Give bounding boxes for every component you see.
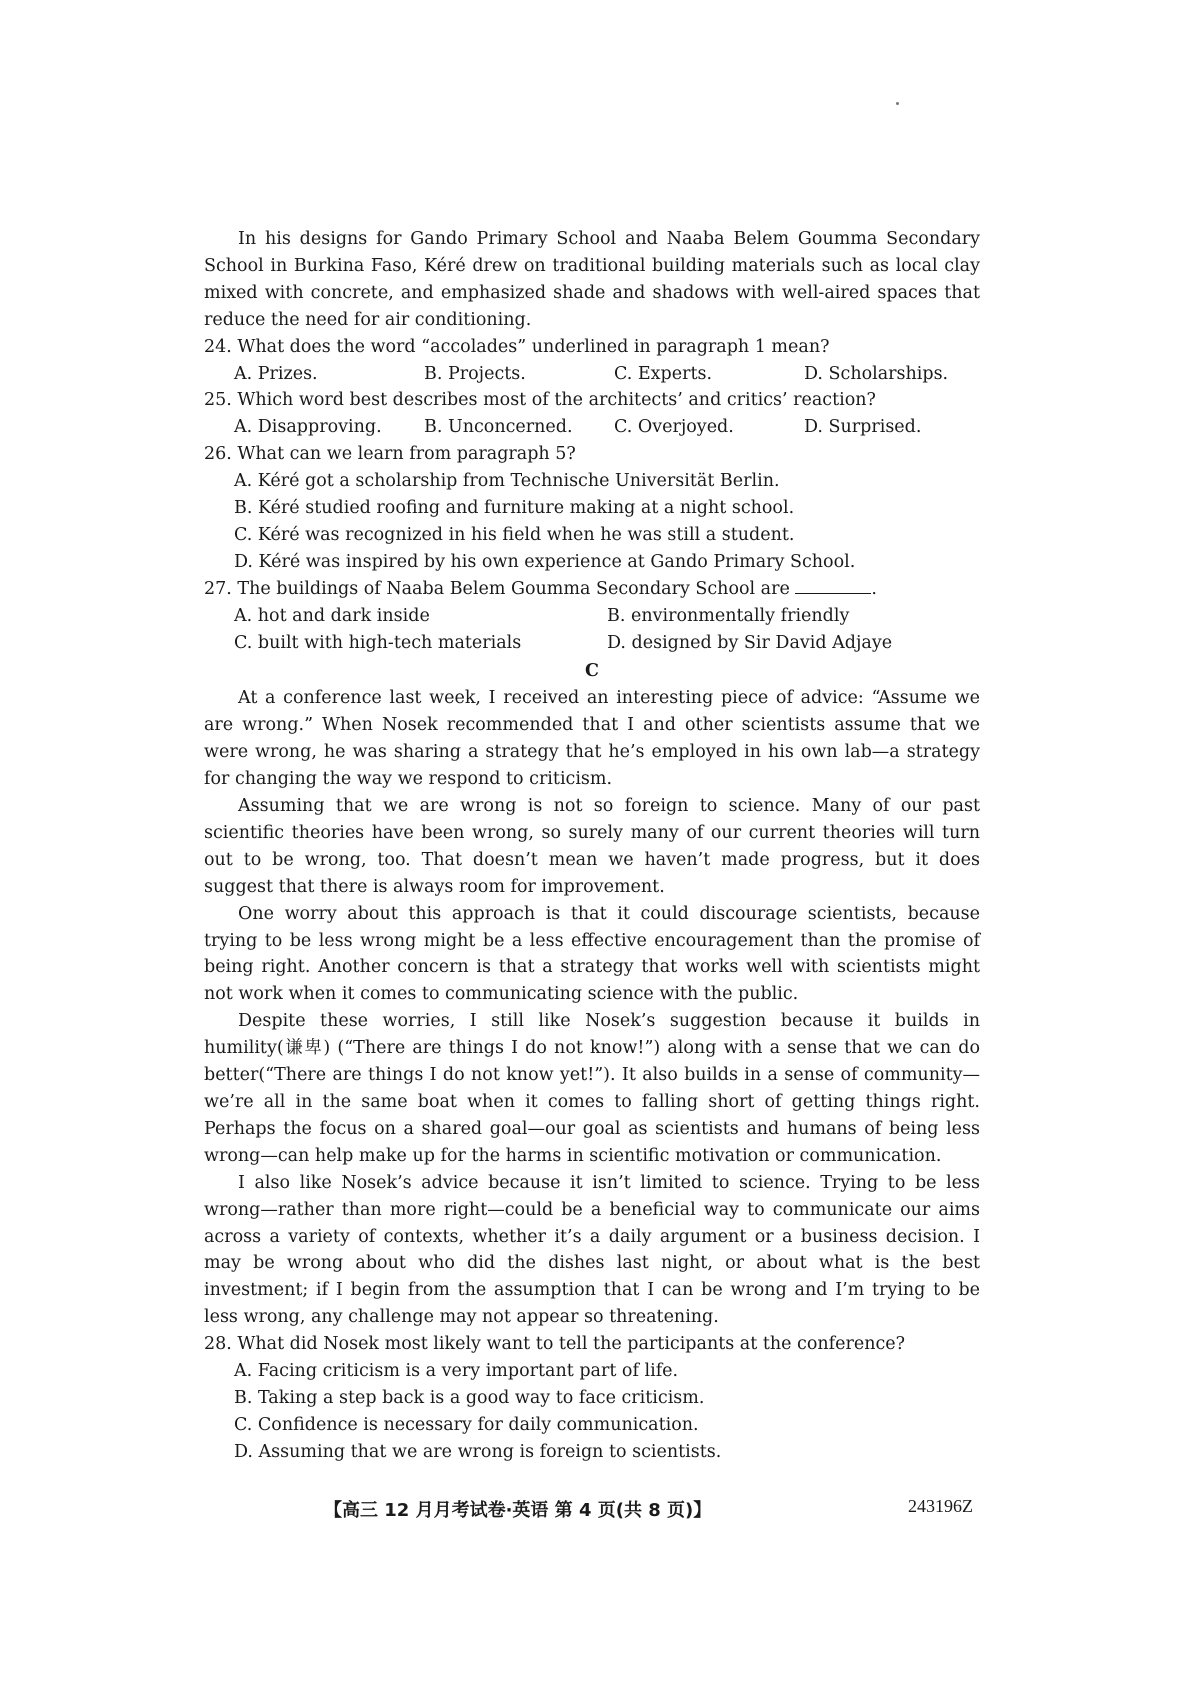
option-a: A. Prizes. [234,363,318,384]
question-28 [204,1331,980,1466]
option-c: C. Overjoyed. [614,417,734,438]
section-c-title: C [585,660,599,681]
option-d: D. Assuming that we are wrong is foreign to scientists. [234,1441,722,1462]
option-row [234,603,980,630]
option-d: D. Scholarships. [804,363,949,384]
option-a: A. Kéré got a scholarship from Technische Universität Berlin. [234,471,780,492]
option-a: A. Facing criticism is a very important part of life. [234,1361,679,1382]
question-26 [204,441,980,576]
passage-paragraph-5: I also like Nosek’s advice because it isn’t limited to science. Trying to be less wrong—rather than more right—could be a beneficial way to communicate our aims across a variety of contexts, whether it’s a daily argument or a business decision. I may be wrong about who did the dishes last night, or about what is the best investment; if I begin from the assumption that I can be wrong and I’m trying to be less wrong, any challenge may not appear so threatening. [204,1172,980,1328]
answer-blank [795,577,871,594]
passage-paragraph-3: One worry about this approach is that it could discourage scientists, because trying to be less wrong might be a less effective encouragement than the promise of being right. Another concern is that a strategy that works well with scientists might not work when it comes to communicating science with the public. [204,903,980,1005]
option-d: D. designed by Sir David Adjaye [607,632,893,653]
option-c: C. built with high-tech materials [234,632,522,653]
option-row [234,630,980,657]
question-stem: 28. What did Nosek most likely want to tell the participants at the conference? [204,1334,906,1355]
option-b: B. environmentally friendly [607,605,850,626]
option-c: C. Confidence is necessary for daily communication. [234,1414,699,1435]
question-stem: 24. What does the word “accolades” underlined in paragraph 1 mean? [204,336,830,357]
option-d: D. Surprised. [804,417,922,438]
question-stem: 26. What can we learn from paragraph 5? [204,444,576,465]
passage-paragraph-1: At a conference last week, I received an interesting piece of advice: “Assume we are wrong.” When Nosek recommended that I and other scientists assume that we were wrong, he was sharing a strategy that he’s employed in his own lab—a strategy for changing the way we respond to criticism. [204,688,980,790]
option-a: A. Disapproving. [234,417,382,438]
question-27 [204,576,980,657]
option-b: B. Unconcerned. [424,417,573,438]
option-b: B. Projects. [424,363,526,384]
intro-paragraph: In his designs for Gando Primary School and Naaba Belem Goumma Secondary School in Burkina Faso, Kéré drew on traditional building materials such as local clay mixed with concrete, and emphasized shade and shadows with well-aired spaces that reduce the need for air conditioning. [204,229,980,330]
option-row [234,361,980,388]
question-stem: 27. The buildings of Naaba Belem Goumma Secondary School are [204,578,790,599]
scan-speck [896,102,899,105]
question-stem-line: 27. The buildings of Naaba Belem Goumma Secondary School are . [204,578,877,599]
option-row [234,414,980,441]
question-25 [204,387,980,441]
option-d: D. Kéré was inspired by his own experience at Gando Primary School. [234,551,856,572]
option-a: A. hot and dark inside [234,605,430,626]
question-24 [204,334,980,388]
passage-paragraph-4: Despite these worries, I still like Nosek’s suggestion because it builds in humility(谦卑) (“There are things I do not know!”) along with a sense that we can do better(“There are things I do not know yet!”). It also builds in a sense of community—we’re all in the same boat when it comes to falling short of getting things right. Perhaps the focus on a shared goal—our goal as scientists and humans of being less wrong—can help make up for the harms in scientific motivation or communication. [204,1011,980,1166]
exam-page [204,226,980,1466]
option-b: B. Taking a step back is a good way to face criticism. [234,1387,705,1408]
option-b: B. Kéré studied roofing and furniture making at a night school. [234,498,795,519]
footer-code: 243196Z [908,1496,973,1516]
passage-paragraph-2: Assuming that we are wrong is not so foreign to science. Many of our past scientific theories have been wrong, so surely many of our current theories will turn out to be wrong, too. That doesn’t mean we haven’t made progress, but it does suggest that there is always room for improvement. [204,796,980,897]
option-c: C. Experts. [614,363,713,384]
question-stem: 25. Which word best describes most of the architects’ and critics’ reaction? [204,390,876,411]
footer-title: 【高三 12 月月考试卷·英语 第 4 页(共 8 页)】 [324,1500,712,1521]
option-c: C. Kéré was recognized in his field when he was still a student. [234,524,795,545]
